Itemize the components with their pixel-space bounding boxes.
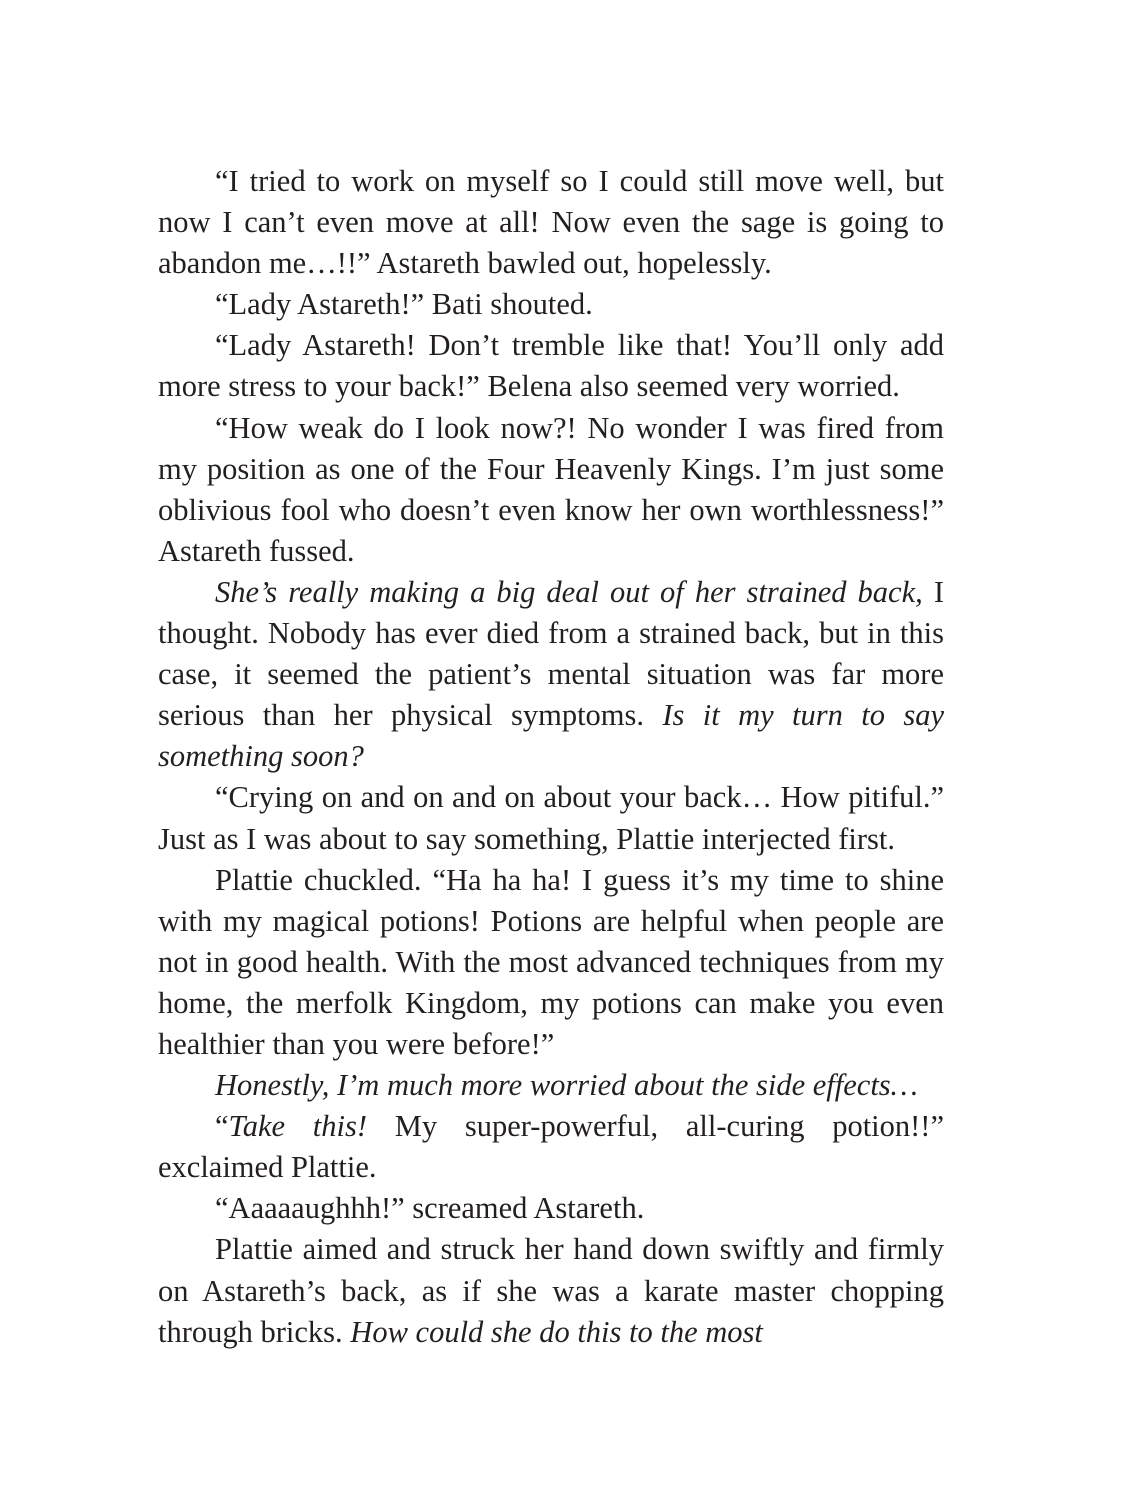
paragraph-2 [158, 284, 944, 325]
paragraph-4 [158, 408, 944, 572]
italic-text-run: Take this! [228, 1109, 367, 1144]
paragraph-11 [158, 1229, 944, 1352]
paragraph-9 [158, 1106, 944, 1188]
italic-text-run: Is it my turn to say something soon? [158, 698, 944, 774]
italic-text-run: She’s really making a big deal out of her strained back, [215, 574, 923, 609]
italic-text-run: Honestly, I’m much more worried about the side effects… [215, 1068, 918, 1103]
paragraph-5 [158, 572, 944, 777]
italic-text-run: How could she do this to the most [350, 1314, 763, 1349]
paragraph-6 [158, 777, 944, 859]
paragraph-10 [158, 1188, 944, 1229]
text-run: “Crying on and on and on about your back… How pitiful.” Just as I was about to say something, Plattie interjected first. [158, 780, 944, 856]
text-run: “Aaaaaughhh!” screamed Astareth. [215, 1191, 645, 1226]
paragraph-7 [158, 860, 944, 1065]
text-run: “Lady Astareth!” Bati shouted. [215, 287, 593, 322]
book-page-body [158, 161, 944, 1353]
text-run: “I tried to work on myself so I could still move well, but now I can’t even move at all! Now even the sage is going to abandon me…!!” Astareth bawled out, hopelessly. [158, 164, 944, 281]
text-run: Plattie aimed and struck her hand down swiftly and firmly on Astareth’s back, as if she was a karate master chopping through bricks. [158, 1232, 944, 1349]
text-run: “Lady Astareth! Don’t tremble like that! You’ll only add more stress to your back!” Belena also seemed very worried. [158, 328, 944, 404]
text-run: Plattie chuckled. “Ha ha ha! I guess it’s my time to shine with my magical potions! Potions are helpful when people are not in good health. With the most advanced techniques from my home, the merfolk Kingdom, my potions can make you even healthier than you were before!” [158, 862, 944, 1061]
text-run: My super-powerful, all-curing potion!!” exclaimed Plattie. [158, 1109, 944, 1185]
text-run: “ [215, 1109, 229, 1144]
paragraph-1 [158, 161, 944, 284]
paragraph-8 [158, 1065, 944, 1106]
text-run: I thought. Nobody has ever died from a strained back, but in this case, it seemed the patient’s mental situation was far more serious than her physical symptoms. [158, 574, 944, 733]
paragraph-3 [158, 325, 944, 407]
text-run: “How weak do I look now?! No wonder I was fired from my position as one of the Four Heavenly Kings. I’m just some oblivious fool who doesn’t even know her own worthlessness!” Astareth fussed. [158, 410, 944, 568]
